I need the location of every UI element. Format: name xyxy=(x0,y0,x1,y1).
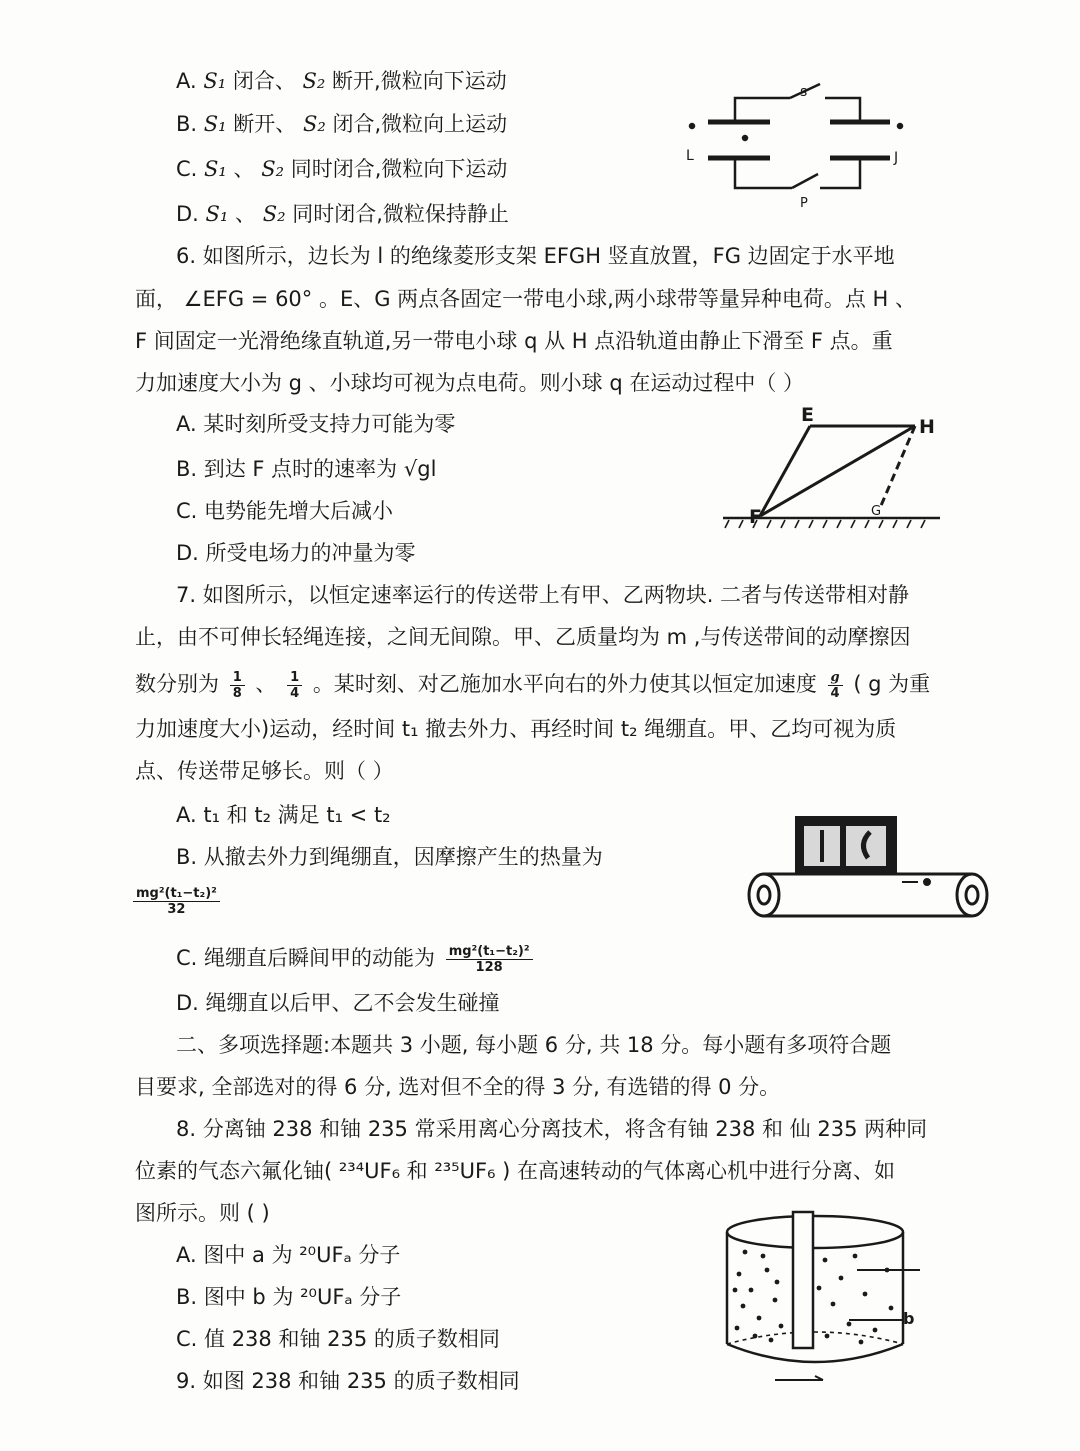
q7-option-b-fraction: $\frac{\text{mg²(t₁−t₂)²}}{32}$ xyxy=(133,880,220,920)
q7-stem-line-3: 数分别为 $\frac{1}{8}$ 、 $\frac{1}{4}$ 。某时刻、对乙施加水平向右的外力使其以恒定加速度 $\frac{g}{4}$ ( g 为重 xyxy=(135,669,931,701)
q6-option-d: D. 所受电场力的冲量为零 xyxy=(176,541,416,565)
vertex-h-label: H xyxy=(919,416,935,438)
q8-stem-line-1: 8. 分离铀 238 和铀 235 常采用离心分离技术，将含有铀 238 和 仙 235 两种同 xyxy=(176,1117,928,1141)
right-terminal-label: J xyxy=(894,150,899,166)
q7-stem-line-5: 点、传送带足够长。则（ ） xyxy=(135,759,394,783)
q5-option-d: D. S₁ 、 S₂ 同时闭合,微粒保持静止 xyxy=(176,202,509,226)
mu2-fraction: $\frac{1}{4}$ xyxy=(287,670,302,701)
q7-option-b: B. 从撤去外力到绳绷直，因摩擦产生的热量为 xyxy=(176,845,603,869)
mu1-fraction: $\frac{1}{8}$ xyxy=(230,670,245,701)
q8-stem-line-3: 图所示。则 ( ) xyxy=(135,1201,270,1225)
q7-option-d: D. 绳绷直以后甲、乙不会发生碰撞 xyxy=(176,991,500,1015)
q6-stem-line-3: F 间固定一光滑绝缘直轨道,另一带电小球 q 从 H 点沿轨道由静止下滑至 F 点。重 xyxy=(135,329,893,353)
q8-option-c: C. 值 238 和铀 235 的质子数相同 xyxy=(176,1327,500,1351)
switch-s2-label: P xyxy=(800,196,808,211)
rhombus-support-figure xyxy=(715,404,945,538)
q8-stem-line-2: 位素的气态六氟化铀( ²³⁴UF₆ 和 ²³⁵UF₆ ) 在高速转动的气体离心机中进行分离、如 xyxy=(135,1159,896,1183)
section-2-heading-line-1: 二、多项选择题:本题共 3 小题, 每小题 6 分, 共 18 分。每小题有多项符合题 xyxy=(176,1033,892,1057)
q5-option-b: B. S₁ 断开、 S₂ 闭合,微粒向上运动 xyxy=(176,112,508,136)
q7-stem-line-1: 7. 如图所示，以恒定速率运行的传送带上有甲、乙两物块. 二者与传送带相对静 xyxy=(176,583,910,607)
vertex-f-label: F xyxy=(749,506,762,528)
q7-option-c: C. 绳绷直后瞬间甲的动能为 $\frac{\text{mg²(t₁−t₂)²}}{128}$ xyxy=(176,938,537,978)
q6-option-c: C. 电势能先增大后减小 xyxy=(176,499,394,523)
q6-stem-line-4: 力加速度大小为 g 、小球均可视为点电荷。则小球 q 在运动过程中（ ） xyxy=(135,371,805,395)
switch-s1-label: s xyxy=(800,84,808,100)
q9-stem: 9. 如图 238 和铀 235 的质子数相同 xyxy=(176,1369,520,1393)
q8-option-b: B. 图中 b 为 ²⁰UFₐ 分子 xyxy=(176,1285,402,1309)
q5-option-c: C. S₁ 、 S₂ 同时闭合,微粒向下运动 xyxy=(176,157,508,181)
q6-option-b: B. 到达 F 点时的速率为 √gl xyxy=(176,457,437,481)
capacitor-circuit-figure xyxy=(680,70,920,220)
conveyor-belt-figure xyxy=(740,808,995,926)
q6-stem-line-1: 6. 如图所示，边长为 l 的绝缘菱形支架 EFGH 竖直放置，FG 边固定于水平地 xyxy=(176,244,895,268)
gas-centrifuge-figure xyxy=(715,1208,935,1388)
label-b: b xyxy=(903,1309,915,1328)
q6-stem-line-2: 面， ∠EFG = 60° 。E、G 两点各固定一带电小球,两小球带等量异种电荷。点 H 、 xyxy=(135,287,916,311)
q7-option-a: A. t₁ 和 t₂ 满足 t₁ < t₂ xyxy=(176,803,391,827)
q6-option-a: A. 某时刻所受支持力可能为零 xyxy=(176,412,456,436)
vertex-g-label: G xyxy=(871,504,882,519)
section-2-heading-line-2: 目要求, 全部选对的得 6 分, 选对但不全的得 3 分, 有选错的得 0 分。 xyxy=(135,1075,781,1099)
q5-option-a: A. S₁ 闭合、 S₂ 断开,微粒向下运动 xyxy=(176,69,507,93)
q7-stem-line-4: 力加速度大小)运动，经时间 t₁ 撤去外力、再经时间 t₂ 绳绷直。甲、乙均可视为质 xyxy=(135,717,897,741)
left-terminal-label: L xyxy=(686,148,694,164)
vertex-e-label: E xyxy=(801,404,814,426)
q8-option-a: A. 图中 a 为 ²⁰UFₐ 分子 xyxy=(176,1243,401,1267)
acceleration-fraction: $\frac{g}{4}$ xyxy=(828,670,843,701)
q7-stem-line-2: 止，由不可伸长轻绳连接，之间无间隙。甲、乙质量均为 m ,与传送带间的动摩擦因 xyxy=(135,625,911,649)
